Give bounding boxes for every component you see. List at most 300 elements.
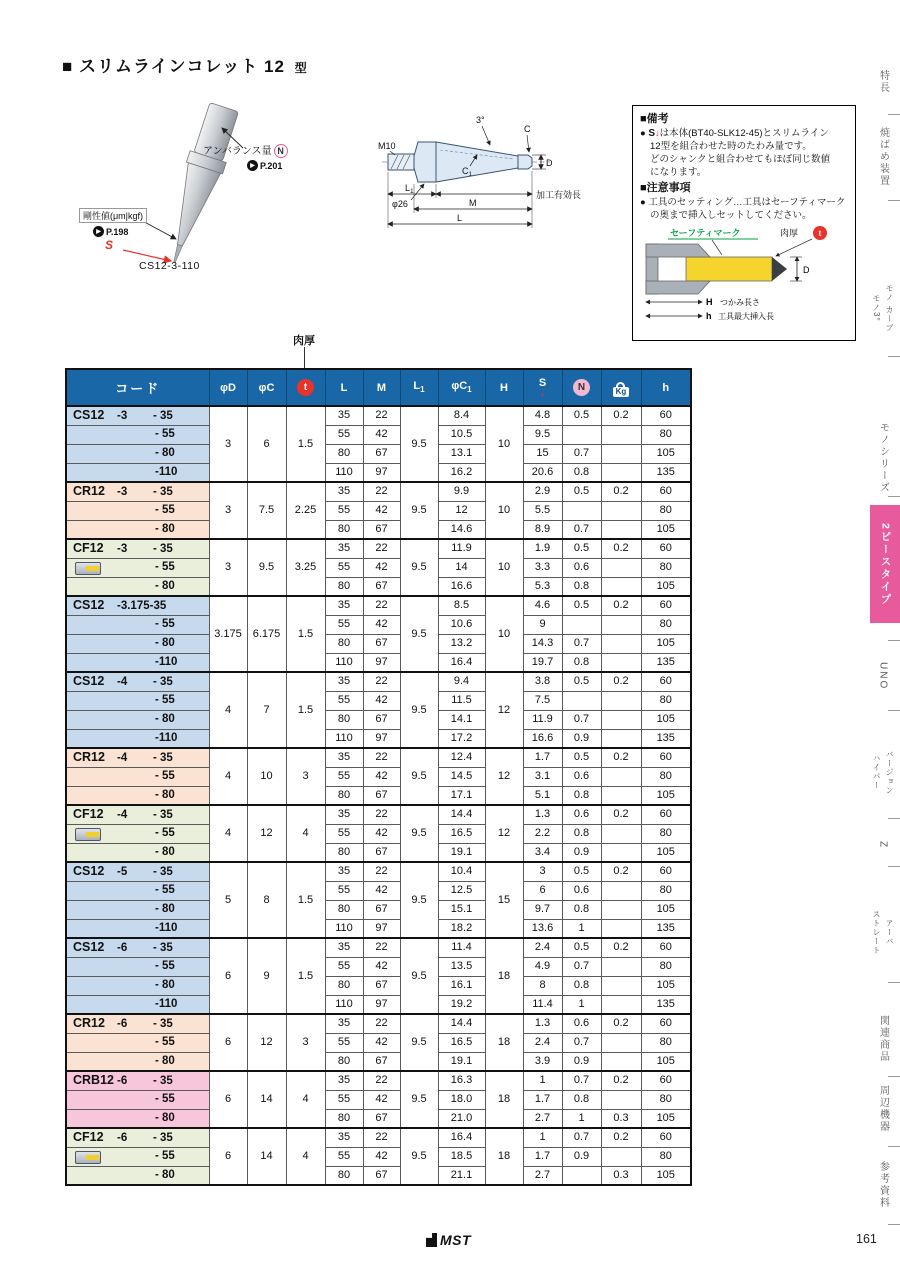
spec-row bbox=[66, 425, 691, 444]
spec-row bbox=[66, 1090, 691, 1109]
spec-cell: 16.5 bbox=[438, 1033, 485, 1052]
spec-cell: 8.9 bbox=[523, 520, 562, 539]
spec-cell: 9.5 bbox=[400, 1071, 438, 1128]
spec-cell: 4 bbox=[209, 748, 247, 805]
spec-row bbox=[66, 1166, 691, 1185]
sidebar-tab: 特長 bbox=[877, 70, 889, 94]
spec-cell: 67 bbox=[363, 1109, 400, 1128]
spec-cell bbox=[601, 976, 641, 995]
spec-cell: 10 bbox=[485, 482, 523, 539]
sidebar-tick bbox=[888, 356, 900, 357]
spec-cell: 9.5 bbox=[400, 672, 438, 748]
max-insert-label: 工具最大挿入長 bbox=[718, 312, 774, 321]
sidebar-tick bbox=[888, 640, 900, 641]
spec-cell: 10.5 bbox=[438, 425, 485, 444]
code-cell: - 55 bbox=[66, 824, 209, 843]
spec-cell: 80 bbox=[641, 881, 691, 900]
spec-cell: 22 bbox=[363, 406, 400, 425]
spec-cell: 17.2 bbox=[438, 729, 485, 748]
spec-cell: 18 bbox=[485, 1128, 523, 1185]
spec-cell: 9.5 bbox=[400, 1128, 438, 1185]
spec-cell: 7.5 bbox=[247, 482, 286, 539]
spec-cell: 22 bbox=[363, 805, 400, 824]
code-cell: - 55 bbox=[66, 1033, 209, 1052]
spec-cell: 97 bbox=[363, 919, 400, 938]
svg-text:t: t bbox=[818, 229, 822, 238]
spec-cell bbox=[601, 463, 641, 482]
spec-cell: 80 bbox=[641, 691, 691, 710]
spec-cell: 67 bbox=[363, 900, 400, 919]
spec-cell: 10 bbox=[247, 748, 286, 805]
spec-cell: 0.8 bbox=[562, 577, 601, 596]
code-cell: -110 bbox=[66, 919, 209, 938]
notes-box bbox=[632, 105, 856, 341]
code-cell: - 55 bbox=[66, 767, 209, 786]
code-cell: - 55 bbox=[66, 425, 209, 444]
spec-cell: 13.2 bbox=[438, 634, 485, 653]
spec-cell: 9.4 bbox=[438, 672, 485, 691]
spec-cell bbox=[601, 919, 641, 938]
spec-cell: 0.2 bbox=[601, 406, 641, 425]
code-cell: - 55 bbox=[66, 501, 209, 520]
product-illustration bbox=[75, 98, 335, 310]
spec-cell: 13.1 bbox=[438, 444, 485, 463]
spec-cell: 42 bbox=[363, 425, 400, 444]
spec-cell: 4 bbox=[209, 805, 247, 862]
spec-cell: 0.8 bbox=[562, 463, 601, 482]
spec-row bbox=[66, 938, 691, 957]
spec-cell: 16.4 bbox=[438, 1128, 485, 1147]
deflection-s-label: S bbox=[105, 238, 114, 252]
spec-cell: 60 bbox=[641, 938, 691, 957]
spec-cell bbox=[601, 425, 641, 444]
sidebar-tick bbox=[888, 818, 900, 819]
spec-cell: 0.8 bbox=[562, 976, 601, 995]
spec-cell: 8.4 bbox=[438, 406, 485, 425]
spec-cell: 105 bbox=[641, 444, 691, 463]
spec-cell: 35 bbox=[325, 539, 363, 558]
spec-cell bbox=[601, 767, 641, 786]
spec-cell: 0.7 bbox=[562, 520, 601, 539]
spec-cell: 14.4 bbox=[438, 805, 485, 824]
spec-cell: 55 bbox=[325, 425, 363, 444]
spec-cell: 1.9 bbox=[523, 539, 562, 558]
spec-cell: 1.7 bbox=[523, 1147, 562, 1166]
spec-cell: 19.7 bbox=[523, 653, 562, 672]
spec-cell: 97 bbox=[363, 653, 400, 672]
spec-cell: 14 bbox=[438, 558, 485, 577]
spec-cell: 35 bbox=[325, 1014, 363, 1033]
spec-cell: 110 bbox=[325, 919, 363, 938]
spec-cell: 1.3 bbox=[523, 805, 562, 824]
spec-cell: 0.2 bbox=[601, 938, 641, 957]
spec-cell: 110 bbox=[325, 729, 363, 748]
rigidity-label: 剛性値(μm|kgf) bbox=[79, 208, 147, 223]
spec-cell: 0.8 bbox=[562, 1090, 601, 1109]
spec-cell: 1.7 bbox=[523, 1090, 562, 1109]
spec-cell bbox=[601, 501, 641, 520]
spec-cell: 67 bbox=[363, 1166, 400, 1185]
spec-row bbox=[66, 805, 691, 824]
effective-length-label: 加工有効長 bbox=[536, 190, 582, 200]
code-cell: - 55 bbox=[66, 957, 209, 976]
spec-cell: 3 bbox=[286, 748, 325, 805]
code-cell: - 80 bbox=[66, 1052, 209, 1071]
spec-cell: 22 bbox=[363, 482, 400, 501]
spec-cell: 10.6 bbox=[438, 615, 485, 634]
spec-cell: 18.2 bbox=[438, 919, 485, 938]
spec-cell: 6 bbox=[209, 1014, 247, 1071]
code-cell: - 80 bbox=[66, 444, 209, 463]
spec-cell: 35 bbox=[325, 938, 363, 957]
safety-mark-diagram bbox=[640, 224, 846, 324]
spec-cell: 3.9 bbox=[523, 1052, 562, 1071]
spec-cell: 1.3 bbox=[523, 1014, 562, 1033]
spec-cell: 97 bbox=[363, 463, 400, 482]
d-note-label: D bbox=[803, 265, 810, 275]
spec-cell: 0.9 bbox=[562, 843, 601, 862]
spec-cell: 0.2 bbox=[601, 748, 641, 767]
arrow-icon: ▶ bbox=[247, 160, 258, 171]
spec-cell: 35 bbox=[325, 748, 363, 767]
spec-cell: 35 bbox=[325, 406, 363, 425]
title-bullet: ■ bbox=[62, 57, 74, 76]
spec-cell: 11.9 bbox=[523, 710, 562, 729]
spec-cell: 9.5 bbox=[523, 425, 562, 444]
code-cell: - 80 bbox=[66, 710, 209, 729]
spec-cell: 0.9 bbox=[562, 1147, 601, 1166]
spec-cell: 67 bbox=[363, 786, 400, 805]
spec-cell bbox=[601, 786, 641, 805]
spec-cell: 42 bbox=[363, 1147, 400, 1166]
spec-cell: 0.5 bbox=[562, 748, 601, 767]
spec-cell: 14 bbox=[247, 1071, 286, 1128]
code-cell: CS12 -3 - 35 bbox=[66, 406, 209, 425]
model-caption: CS12-3-110 bbox=[139, 260, 200, 272]
spec-cell: 10 bbox=[485, 596, 523, 672]
spec-row bbox=[66, 501, 691, 520]
spec-row bbox=[66, 919, 691, 938]
sidebar-tab: ストレート アーバ bbox=[872, 909, 894, 955]
spec-cell: 21.1 bbox=[438, 1166, 485, 1185]
spec-cell: 42 bbox=[363, 957, 400, 976]
spec-cell: 12 bbox=[485, 805, 523, 862]
sidebar-tab: モノ3° モノ カーブ bbox=[872, 283, 894, 333]
spec-cell bbox=[562, 1166, 601, 1185]
spec-cell: 0.5 bbox=[562, 482, 601, 501]
spec-cell: 9 bbox=[523, 615, 562, 634]
col-N bbox=[562, 369, 601, 406]
spec-cell: 10 bbox=[485, 539, 523, 596]
h-lower-label: h bbox=[706, 311, 712, 321]
spec-cell: 105 bbox=[641, 577, 691, 596]
spec-cell: 42 bbox=[363, 1090, 400, 1109]
spec-cell: 22 bbox=[363, 539, 400, 558]
spec-row bbox=[66, 539, 691, 558]
code-cell: - 55 bbox=[66, 881, 209, 900]
spec-cell: 80 bbox=[641, 425, 691, 444]
sidebar-tick bbox=[888, 866, 900, 867]
code-cell: - 80 bbox=[66, 520, 209, 539]
spec-cell: 3 bbox=[209, 406, 247, 482]
spec-cell: 80 bbox=[325, 444, 363, 463]
spec-cell: 80 bbox=[325, 634, 363, 653]
spec-row bbox=[66, 1052, 691, 1071]
spec-cell: 42 bbox=[363, 691, 400, 710]
spec-cell: 8 bbox=[523, 976, 562, 995]
spec-cell: 18.0 bbox=[438, 1090, 485, 1109]
spec-cell: 80 bbox=[641, 957, 691, 976]
spec-cell: 35 bbox=[325, 482, 363, 501]
spec-row bbox=[66, 1109, 691, 1128]
spec-cell bbox=[562, 691, 601, 710]
sidebar-tick bbox=[888, 710, 900, 711]
spec-cell bbox=[601, 1090, 641, 1109]
spec-cell: 1.5 bbox=[286, 862, 325, 938]
spec-row bbox=[66, 862, 691, 881]
spec-cell: 80 bbox=[325, 843, 363, 862]
n-circle-icon: N bbox=[573, 379, 590, 396]
spec-cell: 16.6 bbox=[523, 729, 562, 748]
sidebar-tick bbox=[888, 114, 900, 115]
s-arrow-icon: ↓ bbox=[655, 128, 660, 138]
spec-cell: 22 bbox=[363, 1071, 400, 1090]
col-S: S ↓ bbox=[523, 369, 562, 406]
mst-logo bbox=[426, 1232, 471, 1248]
spec-cell: 14 bbox=[247, 1128, 286, 1185]
spec-cell bbox=[601, 824, 641, 843]
caution-title: ■注意事項 bbox=[640, 182, 691, 194]
spec-cell: 35 bbox=[325, 1128, 363, 1147]
spec-row bbox=[66, 729, 691, 748]
spec-cell: 105 bbox=[641, 786, 691, 805]
spec-cell: 11.4 bbox=[523, 995, 562, 1014]
code-cell: CS12 -3.175-35 bbox=[66, 596, 209, 615]
spec-cell: 19.1 bbox=[438, 843, 485, 862]
spec-cell: 16.3 bbox=[438, 1071, 485, 1090]
spec-cell: 0.2 bbox=[601, 1128, 641, 1147]
code-cell: CS12 -4 - 35 bbox=[66, 672, 209, 691]
spec-cell: 0.5 bbox=[562, 539, 601, 558]
spec-row bbox=[66, 957, 691, 976]
spec-cell: 0.7 bbox=[562, 444, 601, 463]
d-label: D bbox=[546, 158, 553, 168]
col-L1: $L_1$ bbox=[400, 369, 438, 406]
title-text: スリムラインコレット 12 bbox=[79, 57, 285, 76]
code-cell: -110 bbox=[66, 463, 209, 482]
code-cell: CS12 -6 - 35 bbox=[66, 938, 209, 957]
spec-cell bbox=[601, 558, 641, 577]
spec-cell: 15 bbox=[523, 444, 562, 463]
dimension-drawing bbox=[378, 112, 623, 257]
code-cell: -110 bbox=[66, 995, 209, 1014]
spec-cell: 80 bbox=[325, 900, 363, 919]
spec-cell: 14.6 bbox=[438, 520, 485, 539]
spec-cell: 60 bbox=[641, 805, 691, 824]
spec-cell: 5.5 bbox=[523, 501, 562, 520]
spec-cell: 2.7 bbox=[523, 1109, 562, 1128]
unbalance-label: アンバランス量 N bbox=[203, 142, 288, 158]
sidebar-tab: Z bbox=[877, 840, 889, 850]
spec-cell: 4 bbox=[209, 672, 247, 748]
col-phiC1: $\varphi C_1$ bbox=[438, 369, 485, 406]
spec-cell: 55 bbox=[325, 767, 363, 786]
code-cell: - 55 bbox=[66, 1147, 209, 1166]
spec-cell: 0.7 bbox=[562, 1033, 601, 1052]
safety-mark-label: セーフティマーク bbox=[670, 228, 741, 238]
spec-cell: 105 bbox=[641, 1166, 691, 1185]
spec-cell: 42 bbox=[363, 824, 400, 843]
spec-cell: 0.7 bbox=[562, 710, 601, 729]
spec-row bbox=[66, 691, 691, 710]
spec-row bbox=[66, 596, 691, 615]
spec-cell: 135 bbox=[641, 995, 691, 1014]
spec-cell: 1.5 bbox=[286, 938, 325, 1014]
spec-cell bbox=[601, 615, 641, 634]
spec-cell: 12 bbox=[485, 672, 523, 748]
code-cell: CF12 -6 - 35 bbox=[66, 1128, 209, 1147]
spec-cell bbox=[601, 843, 641, 862]
grip-length-label: つかみ長さ bbox=[720, 298, 760, 307]
page-title bbox=[62, 52, 308, 77]
spec-cell: 9.5 bbox=[400, 748, 438, 805]
spec-cell: 80 bbox=[325, 1166, 363, 1185]
spec-cell: 9.5 bbox=[400, 862, 438, 938]
sidebar-index bbox=[866, 0, 900, 1272]
spec-cell: 18 bbox=[485, 938, 523, 1014]
spec-row bbox=[66, 634, 691, 653]
spec-cell: 15.1 bbox=[438, 900, 485, 919]
spec-cell: 22 bbox=[363, 596, 400, 615]
spec-cell: 1 bbox=[562, 919, 601, 938]
spec-cell: 9.5 bbox=[400, 406, 438, 482]
spec-cell bbox=[601, 691, 641, 710]
spec-cell: 15 bbox=[485, 862, 523, 938]
col-M: M bbox=[363, 369, 400, 406]
n-badge-icon: N bbox=[274, 144, 288, 158]
spec-cell: 22 bbox=[363, 672, 400, 691]
spec-cell: 80 bbox=[325, 976, 363, 995]
code-cell: - 80 bbox=[66, 1109, 209, 1128]
spec-cell: 80 bbox=[641, 558, 691, 577]
spec-cell: 55 bbox=[325, 558, 363, 577]
spec-cell bbox=[601, 729, 641, 748]
pointer-line bbox=[304, 347, 305, 368]
spec-cell: 60 bbox=[641, 596, 691, 615]
sidebar-tick bbox=[888, 1146, 900, 1147]
mst-logo-mark-icon bbox=[426, 1233, 437, 1247]
collet-type-icon bbox=[75, 1151, 101, 1164]
spec-cell: 13.5 bbox=[438, 957, 485, 976]
spec-cell bbox=[562, 501, 601, 520]
spec-cell: 3 bbox=[209, 539, 247, 596]
spec-cell: 1.5 bbox=[286, 596, 325, 672]
spec-cell: 14.3 bbox=[523, 634, 562, 653]
spec-cell: 80 bbox=[641, 615, 691, 634]
spec-cell bbox=[601, 710, 641, 729]
spec-cell: 1.7 bbox=[523, 748, 562, 767]
spec-cell: 60 bbox=[641, 482, 691, 501]
remarks-title: ■備考 bbox=[640, 113, 669, 125]
spec-row bbox=[66, 1033, 691, 1052]
spec-cell: 3.25 bbox=[286, 539, 325, 596]
spec-cell: 55 bbox=[325, 881, 363, 900]
spec-cell: 14.4 bbox=[438, 1014, 485, 1033]
spec-cell: 9.5 bbox=[400, 482, 438, 539]
spec-cell: 7 bbox=[247, 672, 286, 748]
spec-cell: 67 bbox=[363, 710, 400, 729]
spec-cell: 60 bbox=[641, 406, 691, 425]
spec-cell: 60 bbox=[641, 1014, 691, 1033]
sidebar-tab: 2ピースタイプ bbox=[870, 505, 900, 623]
spec-cell: 17.1 bbox=[438, 786, 485, 805]
sidebar-tab: 周辺機器 bbox=[877, 1085, 889, 1133]
spec-cell bbox=[601, 900, 641, 919]
spec-cell: 12 bbox=[485, 748, 523, 805]
page-ref-201: ▶ P.201 bbox=[247, 160, 282, 171]
spec-cell: 2.9 bbox=[523, 482, 562, 501]
spec-row bbox=[66, 444, 691, 463]
spec-cell bbox=[601, 881, 641, 900]
spec-cell: 11.9 bbox=[438, 539, 485, 558]
spec-cell: 97 bbox=[363, 995, 400, 1014]
code-cell: CF12 -3 - 35 bbox=[66, 539, 209, 558]
sidebar-tick bbox=[888, 496, 900, 497]
spec-cell: 80 bbox=[325, 710, 363, 729]
collet-photo-illustration bbox=[75, 98, 335, 310]
c-label: C bbox=[524, 124, 531, 134]
spec-cell: 11.4 bbox=[438, 938, 485, 957]
code-cell: - 80 bbox=[66, 976, 209, 995]
spec-cell bbox=[601, 1033, 641, 1052]
spec-row bbox=[66, 843, 691, 862]
spec-cell: 22 bbox=[363, 1128, 400, 1147]
spec-row bbox=[66, 824, 691, 843]
spec-cell: 9 bbox=[247, 938, 286, 1014]
sidebar-tick bbox=[888, 1076, 900, 1077]
m10-label: M10 bbox=[378, 141, 396, 151]
spec-cell: 42 bbox=[363, 881, 400, 900]
spec-cell: 0.2 bbox=[601, 862, 641, 881]
spec-cell: 6 bbox=[523, 881, 562, 900]
spec-cell: 16.4 bbox=[438, 653, 485, 672]
col-phiC: φC bbox=[247, 369, 286, 406]
spec-cell: 1.5 bbox=[286, 672, 325, 748]
wall-thickness-note-label: 肉厚 bbox=[780, 228, 799, 238]
spec-row bbox=[66, 767, 691, 786]
sidebar-tab: ハイパー バージョン bbox=[872, 749, 894, 795]
spec-row bbox=[66, 1128, 691, 1147]
spec-cell: 67 bbox=[363, 577, 400, 596]
spec-cell: 3.4 bbox=[523, 843, 562, 862]
code-cell: -110 bbox=[66, 653, 209, 672]
spec-cell: 6 bbox=[247, 406, 286, 482]
spec-cell: 135 bbox=[641, 729, 691, 748]
spec-cell: 9.5 bbox=[247, 539, 286, 596]
spec-cell: 35 bbox=[325, 1071, 363, 1090]
spec-cell: 4.6 bbox=[523, 596, 562, 615]
spec-cell: 0.9 bbox=[562, 1052, 601, 1071]
spec-cell: 135 bbox=[641, 919, 691, 938]
spec-cell: 105 bbox=[641, 710, 691, 729]
spec-cell: 42 bbox=[363, 767, 400, 786]
code-cell: - 80 bbox=[66, 634, 209, 653]
spec-cell: 1 bbox=[562, 995, 601, 1014]
spec-cell: 80 bbox=[325, 520, 363, 539]
code-cell: CRB12 -6 - 35 bbox=[66, 1071, 209, 1090]
spec-cell: 67 bbox=[363, 444, 400, 463]
spec-cell: 16.6 bbox=[438, 577, 485, 596]
